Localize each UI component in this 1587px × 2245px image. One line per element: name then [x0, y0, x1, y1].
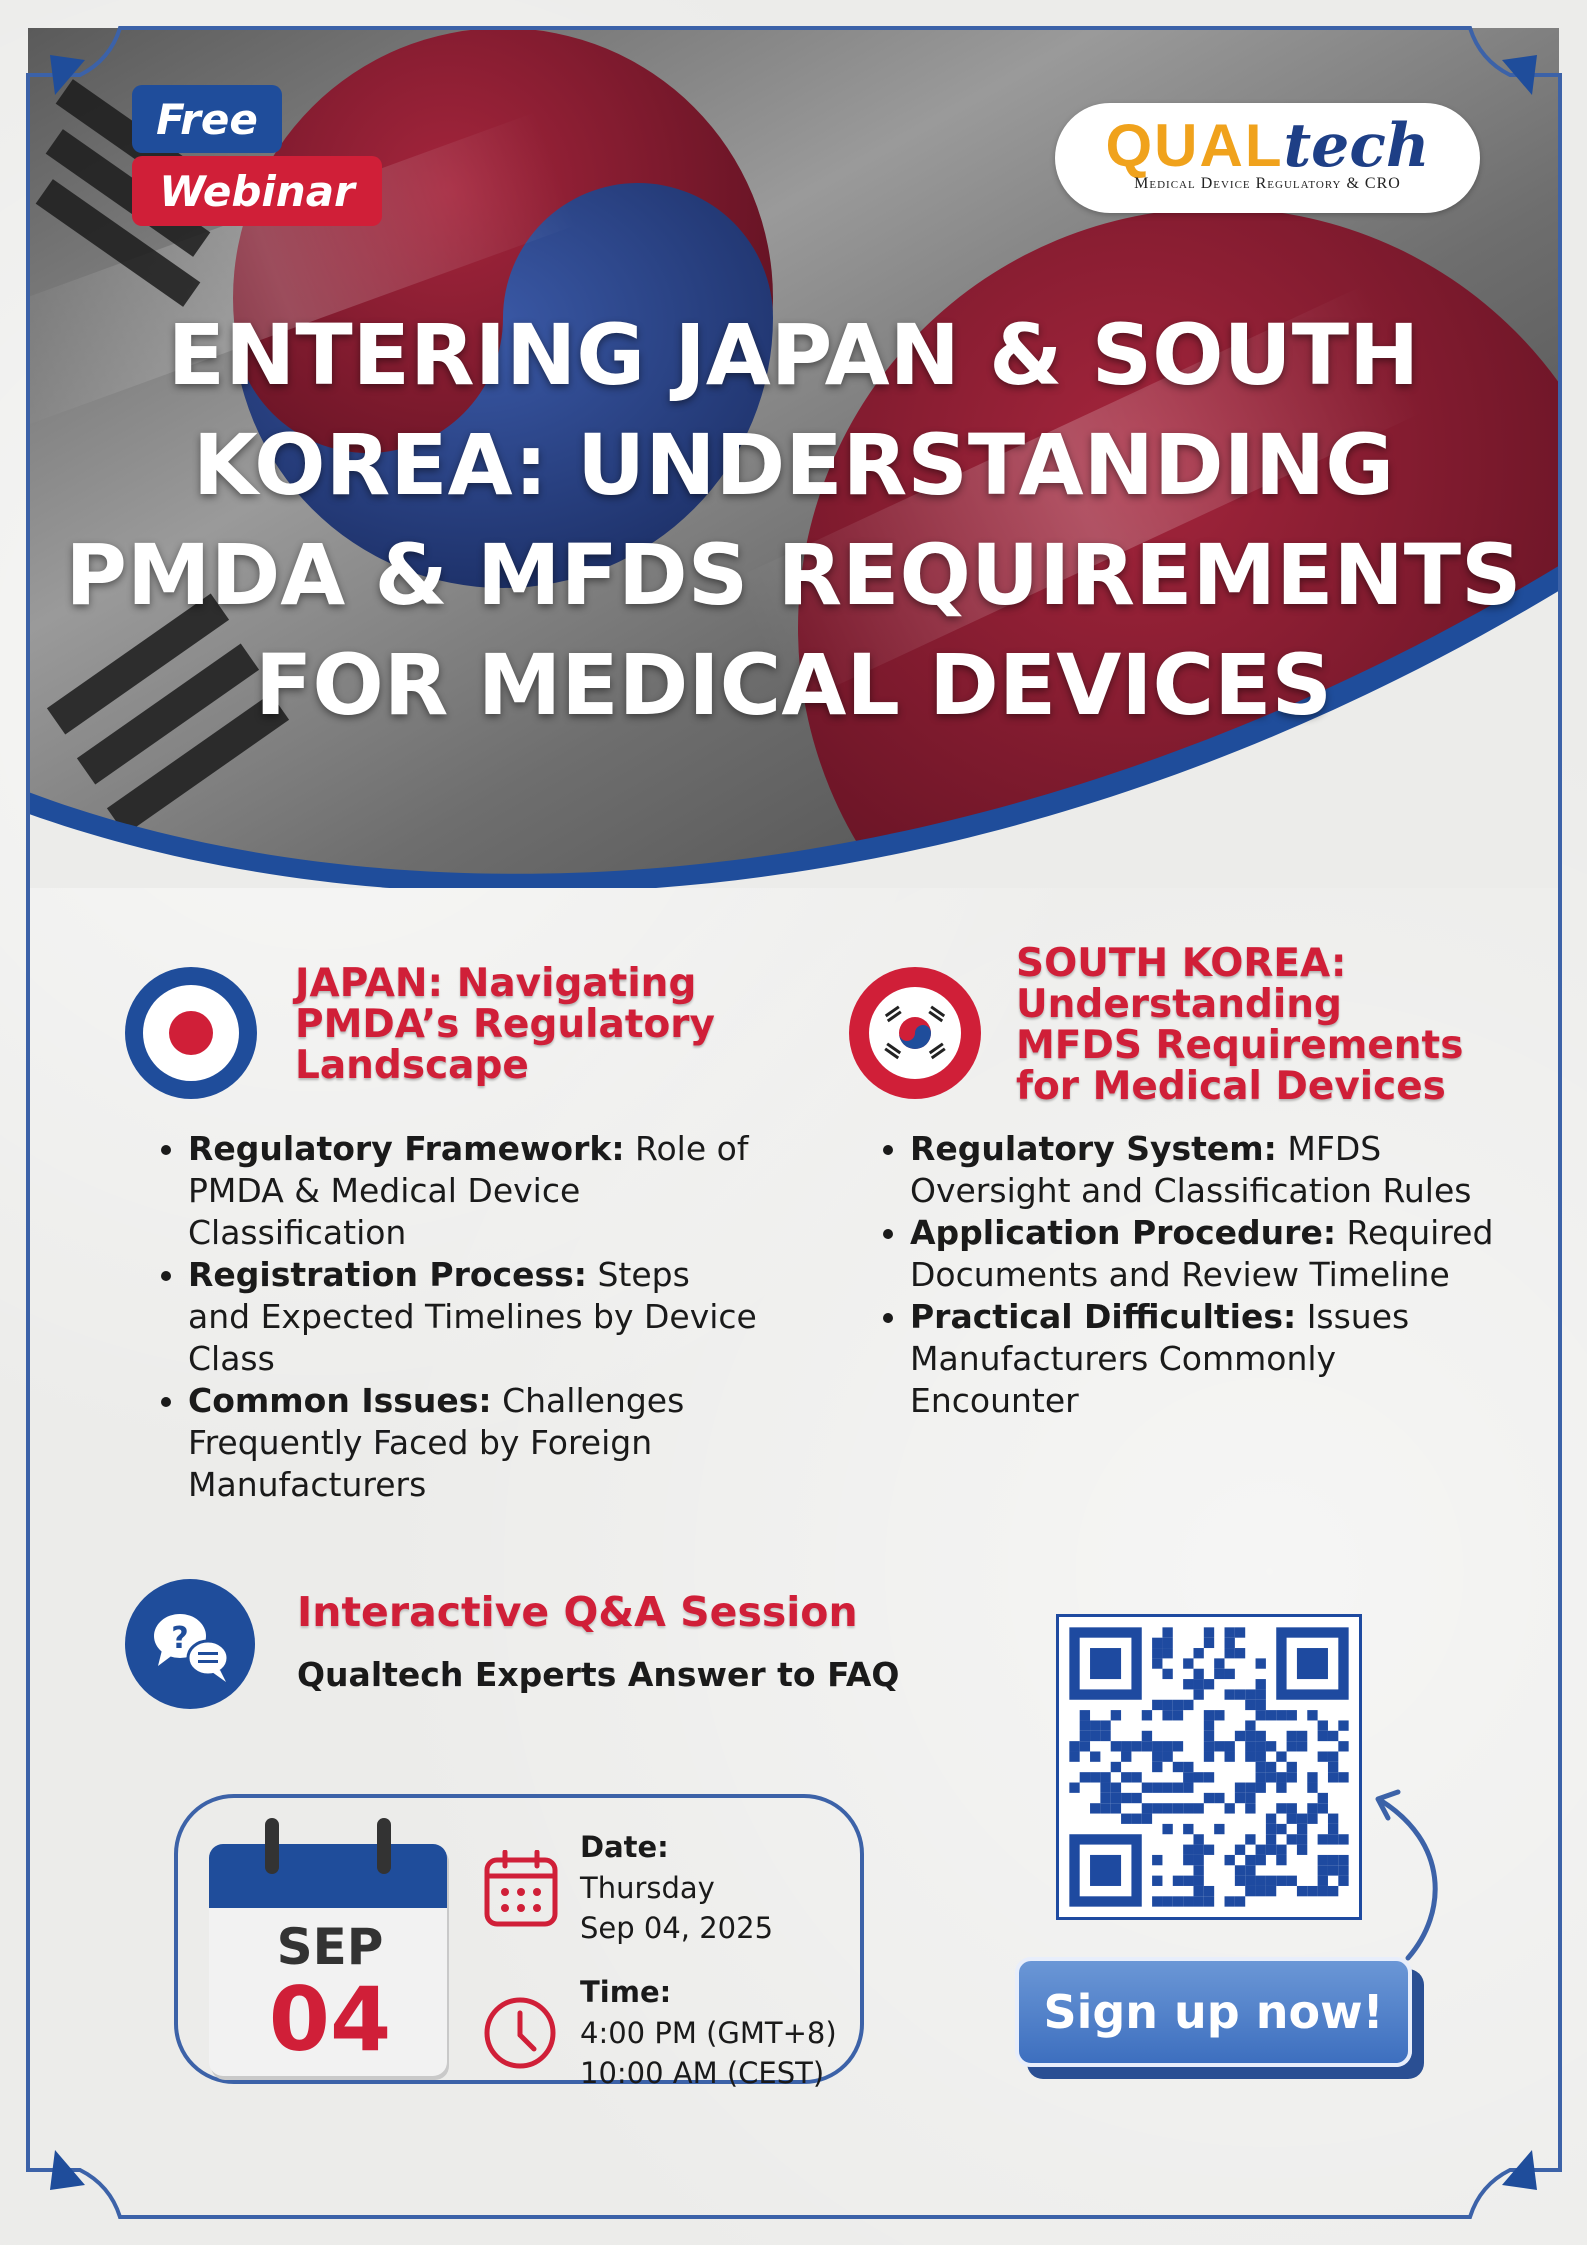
clock-icon: [482, 1995, 558, 2071]
curved-arrow-icon: [1368, 1782, 1458, 1962]
item-text: Challenges Frequently Faced by Foreign Manufacturers: [188, 1381, 685, 1504]
item-label: Registration Process:: [188, 1255, 587, 1294]
japan-topic-list: [158, 1128, 758, 1506]
item-label: Common Issues:: [188, 1381, 492, 1420]
sign-up-button[interactable]: Sign up now!: [1015, 1957, 1412, 2067]
korea-topic-list: [880, 1128, 1510, 1422]
logo-tagline: Medical Device Regulatory & CRO: [1134, 175, 1401, 192]
item-text: MFDS Oversight and Classification Rules: [910, 1129, 1472, 1210]
item-text: Issues Manufacturers Commonly Encounter: [910, 1297, 1410, 1420]
qualtech-logo: [1055, 103, 1480, 213]
date-line1: Thursday: [580, 1871, 715, 1905]
svg-text:?: ?: [171, 1621, 189, 1656]
korea-section-title: [1016, 943, 1463, 1107]
list-item: [910, 1212, 1510, 1296]
list-item: [910, 1128, 1510, 1212]
webinar-badge: Webinar: [132, 156, 382, 226]
japan-title-line: Landscape: [295, 1043, 529, 1088]
title-line: ENTERING JAPAN & SOUTH: [167, 306, 1420, 404]
calendar-month: SEP: [276, 1918, 384, 1976]
japan-flag-icon: [124, 966, 258, 1100]
time-label: Time:: [580, 1975, 672, 2009]
qa-subtitle: Qualtech Experts Answer to FAQ: [297, 1655, 900, 1694]
time-line1: 4:00 PM (GMT+8): [580, 2016, 837, 2050]
title-line: PMDA & MFDS REQUIREMENTS: [65, 526, 1522, 624]
title-line: FOR MEDICAL DEVICES: [255, 636, 1332, 734]
title-line: KOREA: UNDERSTANDING: [192, 416, 1395, 514]
time-line2: 10:00 AM (CEST): [580, 2056, 825, 2090]
item-label: Regulatory Framework:: [188, 1129, 625, 1168]
qr-code-icon: [1059, 1617, 1359, 1917]
calendar-day: 04: [268, 1968, 392, 2071]
korea-flag-icon: [848, 966, 982, 1100]
item-text: Steps and Expected Timelines by Device Class: [188, 1255, 757, 1378]
chat-bubbles-icon: [124, 1578, 256, 1710]
korea-title-line: for Medical Devices: [1016, 1064, 1446, 1109]
qr-code[interactable]: [1056, 1614, 1362, 1920]
list-item: [910, 1296, 1510, 1422]
item-label: Regulatory System:: [910, 1129, 1277, 1168]
list-item: [188, 1380, 758, 1506]
item-text: Required Documents and Review Timeline: [910, 1213, 1494, 1294]
korea-title-line: MFDS Requirements: [1016, 1023, 1464, 1068]
item-label: Application Procedure:: [910, 1213, 1337, 1252]
item-label: Practical Difficulties:: [910, 1297, 1297, 1336]
logo-wordmark: [1055, 111, 1480, 181]
qa-title: Interactive Q&A Session: [297, 1588, 858, 1636]
list-item: [188, 1254, 758, 1380]
logo-brand-a: QUAL: [1105, 112, 1284, 179]
free-badge: Free: [132, 85, 282, 153]
date-line2: Sep 04, 2025: [580, 1911, 774, 1945]
korea-title-line: SOUTH KOREA:: [1016, 941, 1347, 986]
japan-section-title: [295, 963, 715, 1086]
korea-title-line: Understanding: [1016, 982, 1342, 1027]
japan-title-line: PMDA’s Regulatory: [295, 1002, 715, 1047]
list-item: [188, 1128, 758, 1254]
japan-title-line: JAPAN: Navigating: [295, 961, 697, 1006]
date-label: Date:: [580, 1830, 669, 1864]
calendar-icon: [483, 1850, 559, 1928]
logo-brand-b: tech: [1283, 111, 1430, 181]
page-title: [60, 300, 1527, 740]
item-text: Role of PMDA & Medical Device Classification: [188, 1129, 749, 1252]
